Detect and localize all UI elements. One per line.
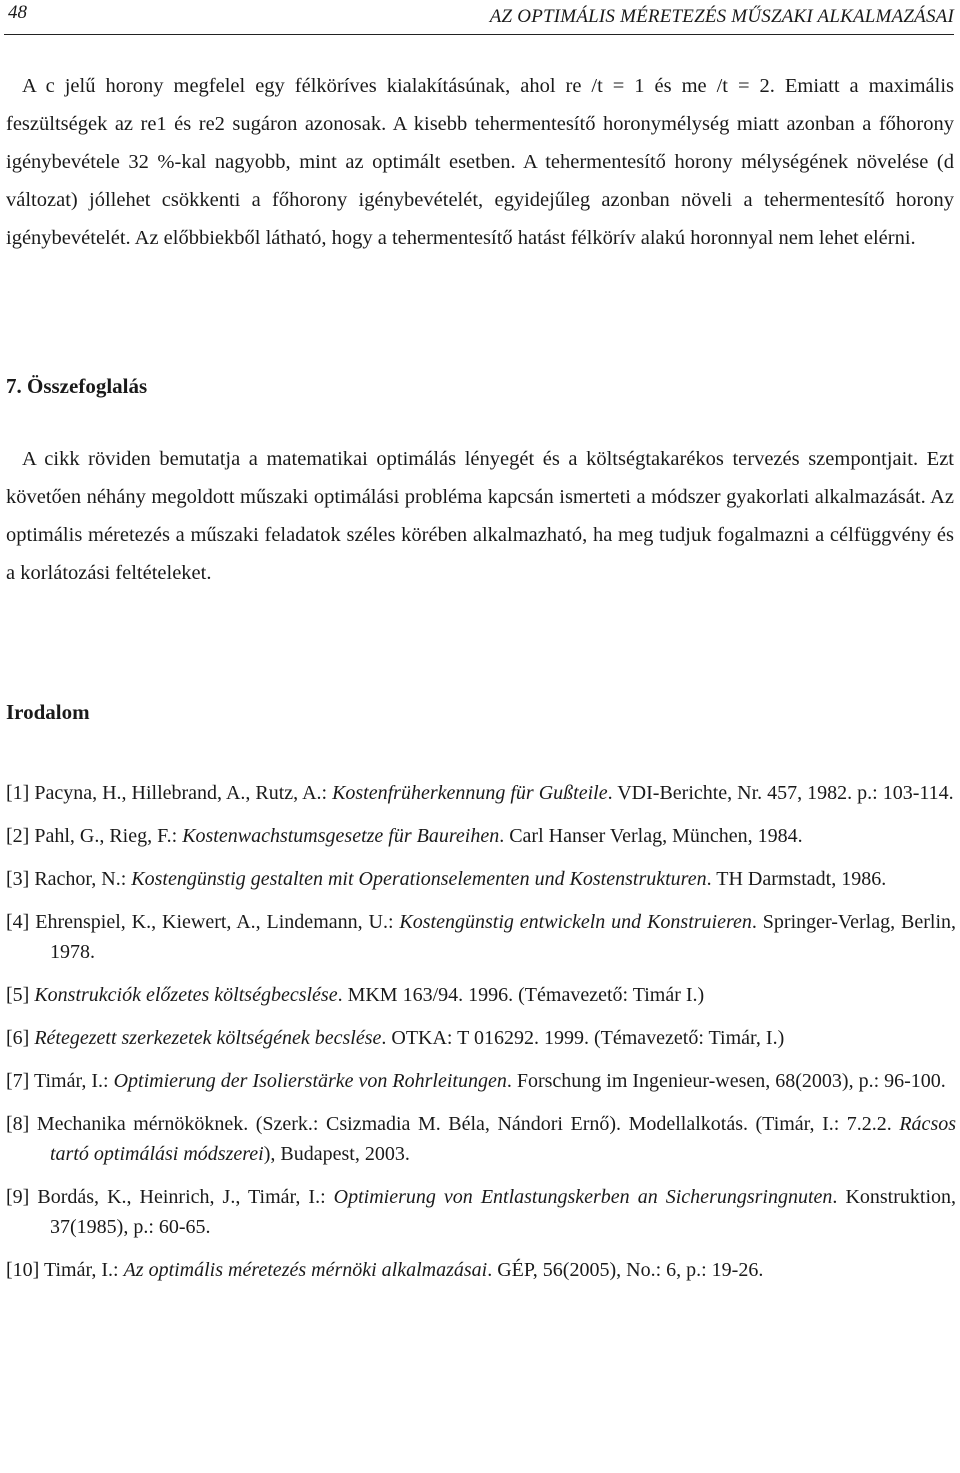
reference-number: [10] — [6, 1259, 40, 1281]
reference-title: Kostengünstig gestalten mit Operationselementen und Kostenstrukturen — [131, 868, 707, 890]
reference-number: [3] — [6, 868, 30, 890]
page-number: 48 — [8, 2, 27, 23]
reference-details: . Konstruktion, 37(1985), p.: 60-65. — [50, 1186, 956, 1238]
reference-details: . VDI-Berichte, Nr. 457, 1982. p.: 103-114. — [607, 782, 954, 804]
reference-item — [6, 1023, 956, 1053]
reference-details: ), Budapest, 2003. — [263, 1143, 410, 1165]
reference-authors: Timár, I.: — [43, 1259, 124, 1281]
body-paragraph-2 — [6, 440, 954, 592]
reference-title: Optimierung der Isolierstärke von Rohrleitungen — [113, 1070, 507, 1092]
references-heading: Irodalom — [6, 700, 90, 724]
reference-authors: Ehrenspiel, K., Kiewert, A., Lindemann, U.: — [35, 911, 400, 933]
reference-item — [6, 864, 956, 894]
reference-number: [8] — [6, 1113, 30, 1135]
reference-number: [5] — [6, 984, 30, 1006]
reference-details: . GÉP, 56(2005), No.: 6, p.: 19-26. — [487, 1259, 764, 1281]
reference-number: [4] — [6, 911, 30, 933]
reference-authors: Rachor, N.: — [34, 868, 132, 890]
section-heading: 7. Összefoglalás — [6, 374, 148, 398]
reference-details: . MKM 163/94. 1996. (Témavezető: Timár I.) — [337, 984, 705, 1006]
body-paragraph-1 — [6, 67, 954, 257]
reference-authors: Pacyna, H., Hillebrand, A., Rutz, A.: — [34, 782, 333, 804]
reference-authors: Pahl, G., Rieg, F.: — [34, 825, 183, 847]
reference-number: [2] — [6, 825, 30, 847]
reference-title: Konstrukciók előzetes költségbecslése — [34, 984, 338, 1006]
reference-details: . Forschung im Ingenieur-wesen, 68(2003), p.: 96-100. — [506, 1070, 946, 1092]
reference-number: [6] — [6, 1027, 30, 1049]
reference-details: . TH Darmstadt, 1986. — [706, 868, 887, 890]
running-title: AZ OPTIMÁLIS MÉRETEZÉS MŰSZAKI ALKALMAZÁSAI — [489, 6, 954, 27]
reference-item — [6, 1182, 956, 1242]
reference-authors: Mechanika mérnököknek. (Szerk.: Csizmadia M. Béla, Nándori Ernő). Modellalkotás. (Timár, I.: 7.2.2. — [36, 1113, 900, 1135]
page-header — [4, 0, 954, 35]
reference-title: Kostengünstig entwickeln und Konstruieren — [399, 911, 752, 933]
reference-title: Az optimális méretezés mérnöki alkalmazásai — [123, 1259, 488, 1281]
reference-item — [6, 1066, 956, 1096]
reference-number: [1] — [6, 782, 30, 804]
reference-authors: Timár, I.: — [33, 1070, 114, 1092]
reference-number: [7] — [6, 1070, 30, 1092]
paragraph-text: A c jelű horony megfelel egy félköríves kialakításúnak, ahol re /t = 1 és me /t = 2. Emiatt a maximális feszültségek az re1 és re2 sugáron azonosak. A kisebb tehermentesítő horonymélység miatt azonban a főhorony igénybevétele 32 %-kal nagyobb, mint az optimált esetben. A tehermentesítő horony mélységének növelése (d változat) jóllehet csökkenti a főhorony igénybevételét, egyidejűleg azonban növeli a tehermentesítő horony igénybevételét. Az előbbiekből látható, hogy a tehermentesítő hatást félkörív alakú horonnyal nem lehet elérni. — [6, 75, 954, 249]
reference-number: [9] — [6, 1186, 30, 1208]
reference-details: . OTKA: T 016292. 1999. (Témavezető: Timár, I.) — [381, 1027, 785, 1049]
reference-item — [6, 980, 956, 1010]
reference-item — [6, 778, 956, 808]
reference-details: . Carl Hanser Verlag, München, 1984. — [499, 825, 803, 847]
reference-title: Optimierung von Entlastungskerben an Sicherungsringnuten — [333, 1186, 833, 1208]
reference-list — [6, 778, 956, 1285]
reference-title: Kostenfrüherkennung für Gußteile — [332, 782, 608, 804]
reference-details: . Springer-Verlag, Berlin, 1978. — [50, 911, 957, 963]
reference-item — [6, 1109, 956, 1169]
paragraph-text: A cikk röviden bemutatja a matematikai optimálás lényegét és a költségtakarékos tervezés szempontjait. Ezt követően néhány megoldott műszaki optimálási probléma kapcsán ismerteti a módszer gyakorlati alkalmazását. Az optimális méretezés a műszaki feladatok széles körében alkalmazható, ha meg tudjuk fogalmazni a célfüggvény és a korlátozási feltételeket. — [6, 448, 954, 584]
reference-item — [6, 907, 956, 967]
reference-authors: Bordás, K., Heinrich, J., Timár, I.: — [37, 1186, 334, 1208]
reference-item — [6, 1255, 956, 1285]
reference-title: Rácsos tartó optimálási módszerei — [50, 1113, 957, 1165]
reference-item — [6, 821, 956, 851]
reference-title: Rétegezett szerkezetek költségének becslése — [34, 1027, 382, 1049]
reference-title: Kostenwachstumsgesetze für Baureihen — [182, 825, 500, 847]
